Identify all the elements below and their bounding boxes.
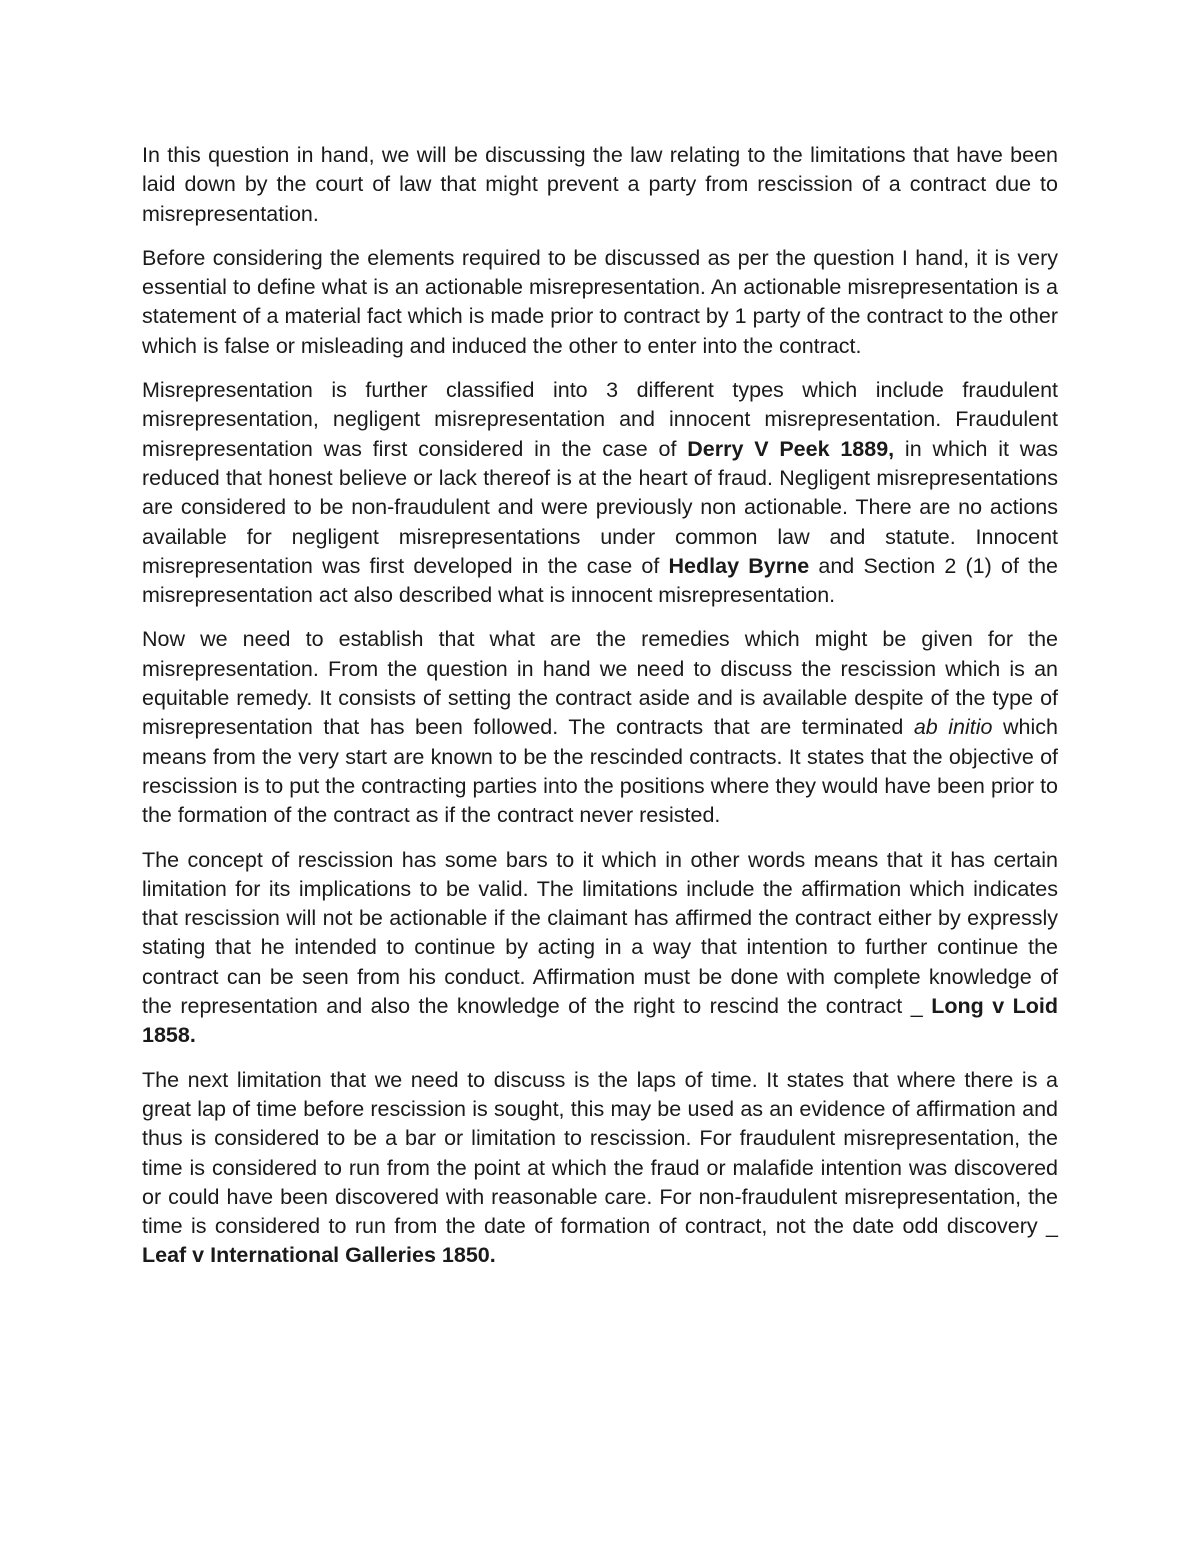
- paragraph-text: which means from the very start are known to be the rescinded contracts. It states that the objective of rescission is to put the contracting parties into the positions where they would have been prior to the formation of the contract as if the contract never resisted.: [142, 715, 1058, 828]
- case-citation-long-v-loid: Long v Loid 1858.: [142, 994, 1058, 1048]
- paragraph-text: Now we need to establish that what are the remedies which might be given for the misrepresentation. From the question in hand we need to discuss the rescission which is an equitable remedy. It consists of setting the contract aside and is available despite of the type of misrepresentation that has been followed. The contracts that are terminated: [142, 627, 1058, 740]
- paragraph-text: Misrepresentation is further classified into 3 different types which include fraudulent misrepresentation, negligent misrepresentation and innocent misrepresentation. Fraudulent misrepresentation was first considered in the case of: [142, 378, 1058, 461]
- paragraph-text: The next limitation that we need to discuss is the laps of time. It states that where there is a great lap of time before rescission is sought, this may be used as an evidence of affirmation and thus is considered to be a bar or limitation to rescission. For fraudulent misrepresentation, the time is considered to run from the point at which the fraud or malafide intention was discovered or could have been discovered with reasonable care. For non-fraudulent misrepresentation, the time is considered to run from the date of formation of contract, not the date odd discovery _: [142, 1067, 1058, 1239]
- case-citation-derry-v-peek: Derry V Peek 1889,: [687, 436, 895, 461]
- case-citation-hedlay-byrne: Hedlay Byrne: [668, 553, 810, 578]
- case-citation-leaf-v-international-galleries: Leaf v International Galleries 1850.: [142, 1243, 496, 1268]
- latin-term-ab-initio: ab initio: [913, 715, 993, 740]
- paragraph-text: In this question in hand, we will be discussing the law relating to the limitations that have been laid down by the court of law that might prevent a party from rescission of a contract due to misrepresentation.: [142, 143, 1058, 226]
- paragraph-affirmation: [142, 846, 1058, 1051]
- paragraph-text: in which it was reduced that honest believe or lack thereof is at the heart of fraud. Negligent misrepresentations are considered to be non-fraudulent and were previously non actionable. There are no actions available for negligent misrepresentations under common law and statute. Innocent misrepresentation was first developed in the case of: [142, 436, 1058, 578]
- document-page: [142, 141, 1058, 1286]
- paragraph-remedies: [142, 625, 1058, 830]
- paragraph-intro: [142, 141, 1058, 229]
- paragraph-types-of-misrepresentation: [142, 376, 1058, 610]
- paragraph-text: The concept of rescission has some bars to it which in other words means that it has certain limitation for its implications to be valid. The limitations include the affirmation which indicates that rescission will not be actionable if the claimant has affirmed the contract either by expressly stating that he intended to continue by acting in a way that intention to further continue the contract can be seen from his conduct. Affirmation must be done with complete knowledge of the representation and also the knowledge of the right to rescind the contract _: [142, 847, 1058, 1019]
- paragraph-text: Before considering the elements required to be discussed as per the question I hand, it is very essential to define what is an actionable misrepresentation. An actionable misrepresentation is a statement of a material fact which is made prior to contract by 1 party of the contract to the other which is false or misleading and induced the other to enter into the contract.: [142, 245, 1058, 358]
- paragraph-actionable-misrepresentation: [142, 244, 1058, 361]
- paragraph-lapse-of-time: [142, 1066, 1058, 1271]
- paragraph-text: and Section 2 (1) of the misrepresentation act also described what is innocent misrepresentation.: [142, 553, 1059, 608]
